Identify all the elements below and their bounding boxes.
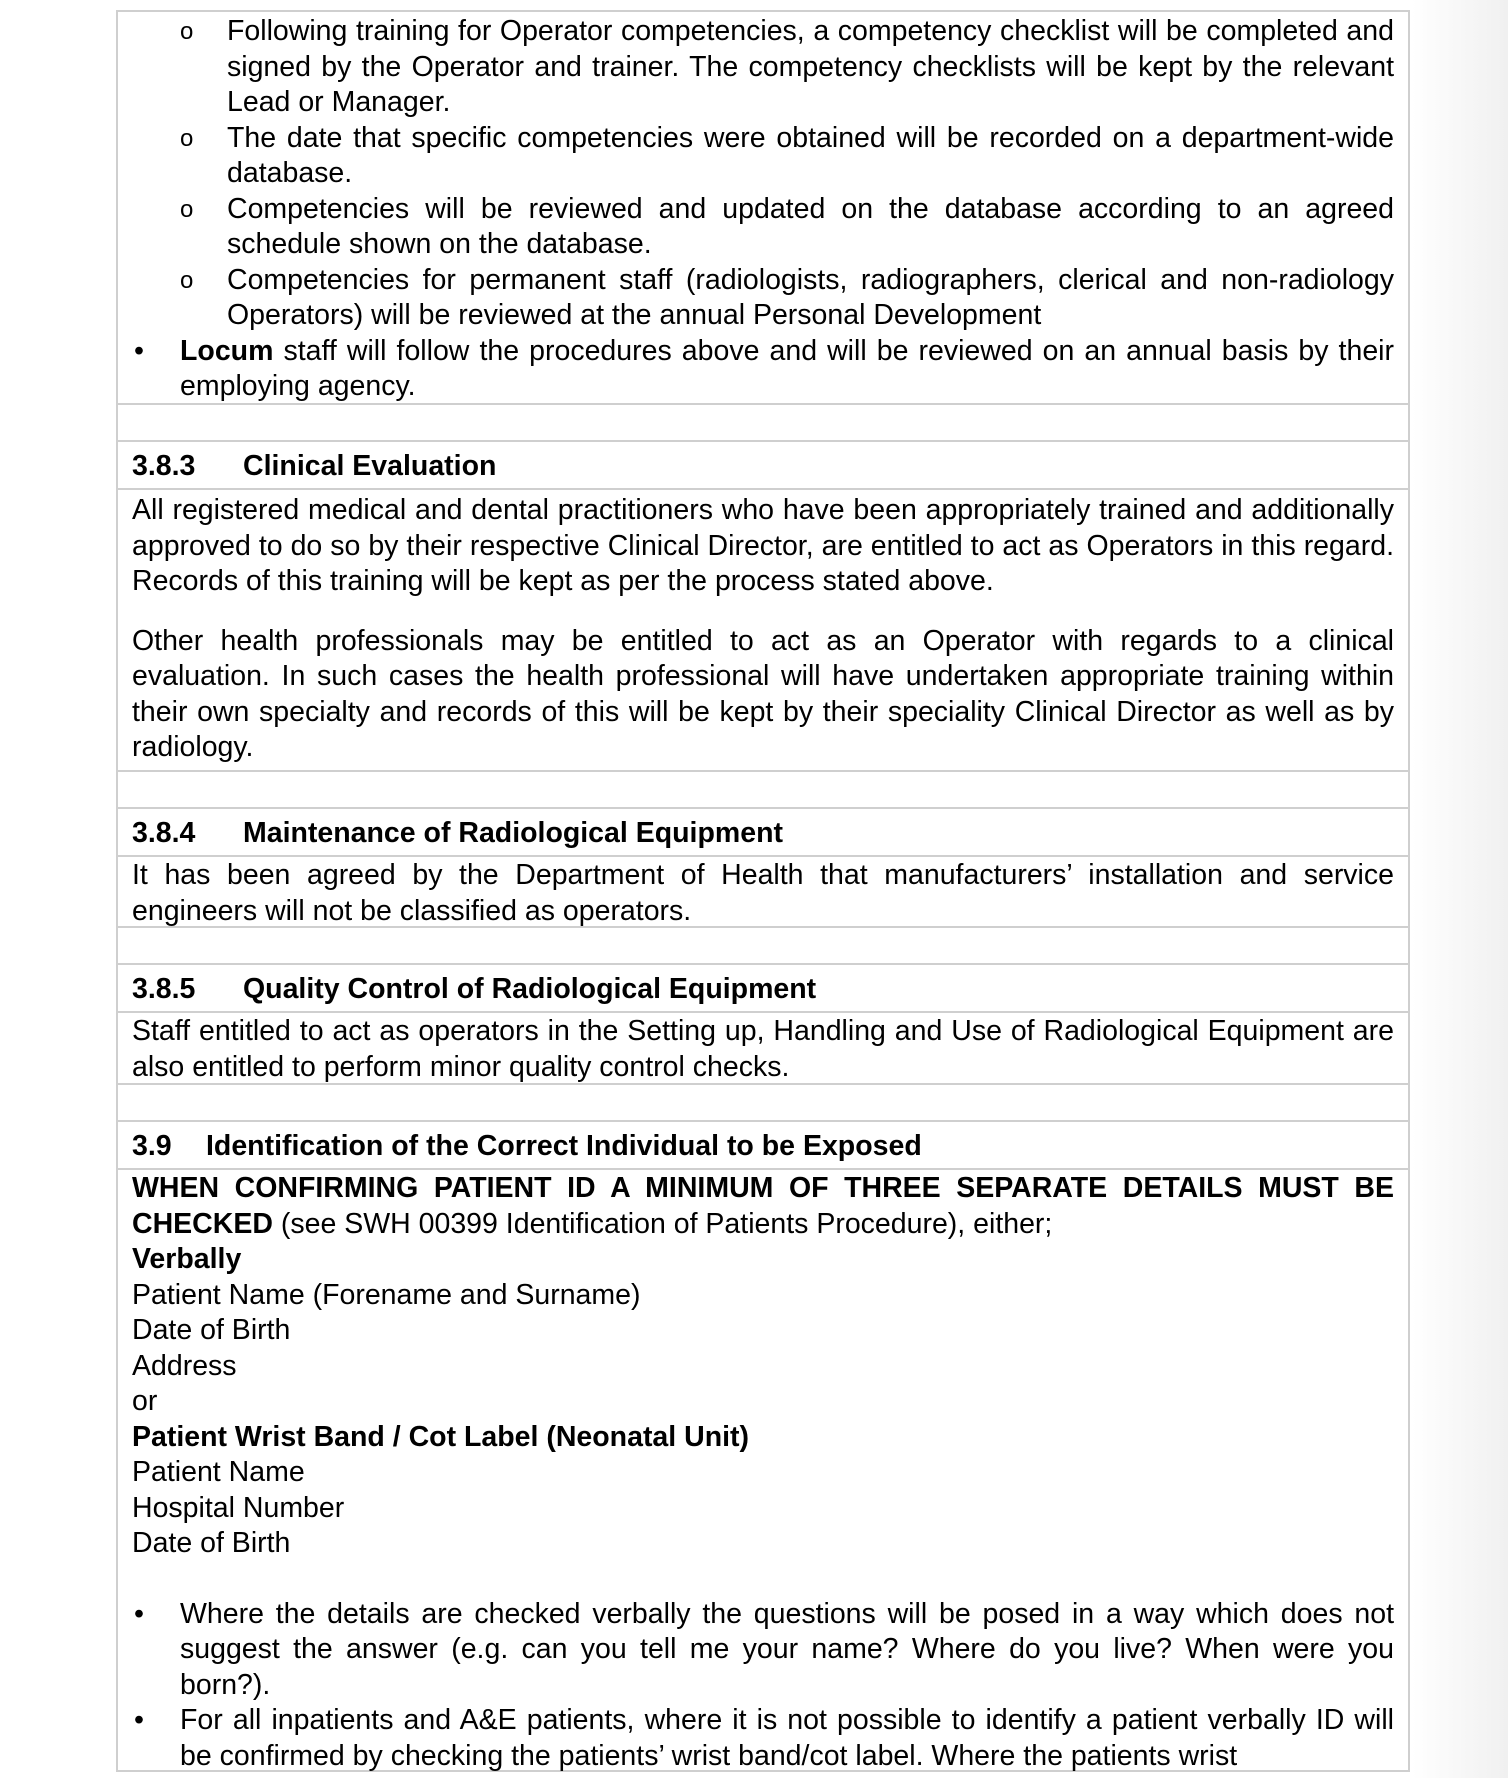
section-heading-3-8-4: 3.8.4 Maintenance of Radiological Equipment <box>118 809 1408 857</box>
list-item: • Locum staff will follow the procedures above and will be reviewed on an annual basis by their employing agency. <box>134 334 1394 402</box>
wristband-item: Hospital Number <box>132 1491 345 1524</box>
or-label: or <box>132 1385 158 1417</box>
bullet-icon: • <box>134 334 144 367</box>
paragraph: It has been agreed by the Department of Health that manufacturers’ installation and service engineers will not be classified as operators. <box>132 859 1394 927</box>
spacer-row <box>118 928 1408 965</box>
spacer-row <box>118 405 1408 442</box>
wristband-item: Date of Birth <box>132 1527 291 1559</box>
verbally-item: Patient Name (Forename and Surname) <box>132 1278 641 1311</box>
hollow-bullet-icon: o <box>180 18 194 45</box>
locum-list <box>132 334 1394 405</box>
competency-bullets-row <box>118 12 1408 405</box>
patient-id-intro: WHEN CONFIRMING PATIENT ID A MINIMUM OF THREE SEPARATE DETAILS MUST BE CHECKED (see SWH 00399 Identification of Patients Procedure), either; <box>132 1172 1394 1240</box>
list-item: • For all inpatients and A&E patients, where it is not possible to identify a patient verbally ID will be confirmed by checking the patients’ wrist band/cot label. Where the patients wrist <box>134 1704 1394 1772</box>
section-heading-3-9: 3.9 Identification of the Correct Individual to be Exposed <box>118 1122 1408 1170</box>
list-item: o Following training for Operator competencies, a competency checklist will be completed and signed by the Operator and trainer. The competency checklists will be kept by the relevant Lead or Manager. <box>180 15 1394 118</box>
bullet-icon: • <box>134 1704 144 1736</box>
bullet-icon: • <box>134 1597 144 1630</box>
list-item: • Where the details are checked verbally the questions will be posed in a way which does not suggest the answer (e.g. can you tell me your name? Where do you live? When were you born?). <box>134 1597 1394 1701</box>
hollow-bullet-icon: o <box>180 195 194 223</box>
hollow-bullet-icon: o <box>180 266 194 294</box>
paragraph: All registered medical and dental practitioners who have been appropriately trained and additionally approved to do so by their respective Clinical Director, are entitled to act as Operators in this regard. Records of this training will be kept as per the process stated above. <box>132 494 1394 597</box>
competency-sub-list <box>132 14 1394 334</box>
spacer-row <box>118 1085 1408 1122</box>
section-body-3-8-3 <box>118 490 1408 772</box>
hollow-bullet-icon: o <box>180 124 194 152</box>
section-body-3-8-5 <box>118 1013 1408 1085</box>
wristband-item: Patient Name <box>132 1456 305 1488</box>
document-table <box>116 10 1410 1772</box>
paragraph: Staff entitled to act as operators in the Setting up, Handling and Use of Radiological Equipment are also entitled to perform minor quality control checks. <box>132 1015 1394 1083</box>
page-edge-shadow <box>1412 0 1508 1778</box>
list-item: o Competencies will be reviewed and updated on the database according to an agreed schedule shown on the database. <box>180 192 1394 260</box>
section-body-3-9 <box>118 1170 1408 1772</box>
patient-id-bullets <box>132 1597 1394 1775</box>
verbally-item: Address <box>132 1349 237 1382</box>
section-heading-3-8-3: 3.8.3 Clinical Evaluation <box>118 442 1408 490</box>
paragraph: Other health professionals may be entitled to act as an Operator with regards to a clinical evaluation. In such cases the health professional will have undertaken appropriate training within their own specialty and records of this will be kept by their speciality Clinical Director as well as by radiology. <box>132 624 1394 763</box>
verbally-item: Date of Birth <box>132 1314 291 1346</box>
spacer-row <box>118 772 1408 809</box>
wristband-label: Patient Wrist Band / Cot Label (Neonatal Unit) <box>132 1420 750 1453</box>
section-heading-3-8-5: 3.8.5 Quality Control of Radiological Equipment <box>118 965 1408 1013</box>
verbally-label: Verbally <box>132 1243 242 1275</box>
section-body-3-8-4 <box>118 857 1408 928</box>
list-item: o The date that specific competencies were obtained will be recorded on a department-wide database. <box>180 121 1394 189</box>
list-item: o Competencies for permanent staff (radiologists, radiographers, clerical and non-radiology Operators) will be reviewed at the annual Personal Development <box>180 263 1394 331</box>
